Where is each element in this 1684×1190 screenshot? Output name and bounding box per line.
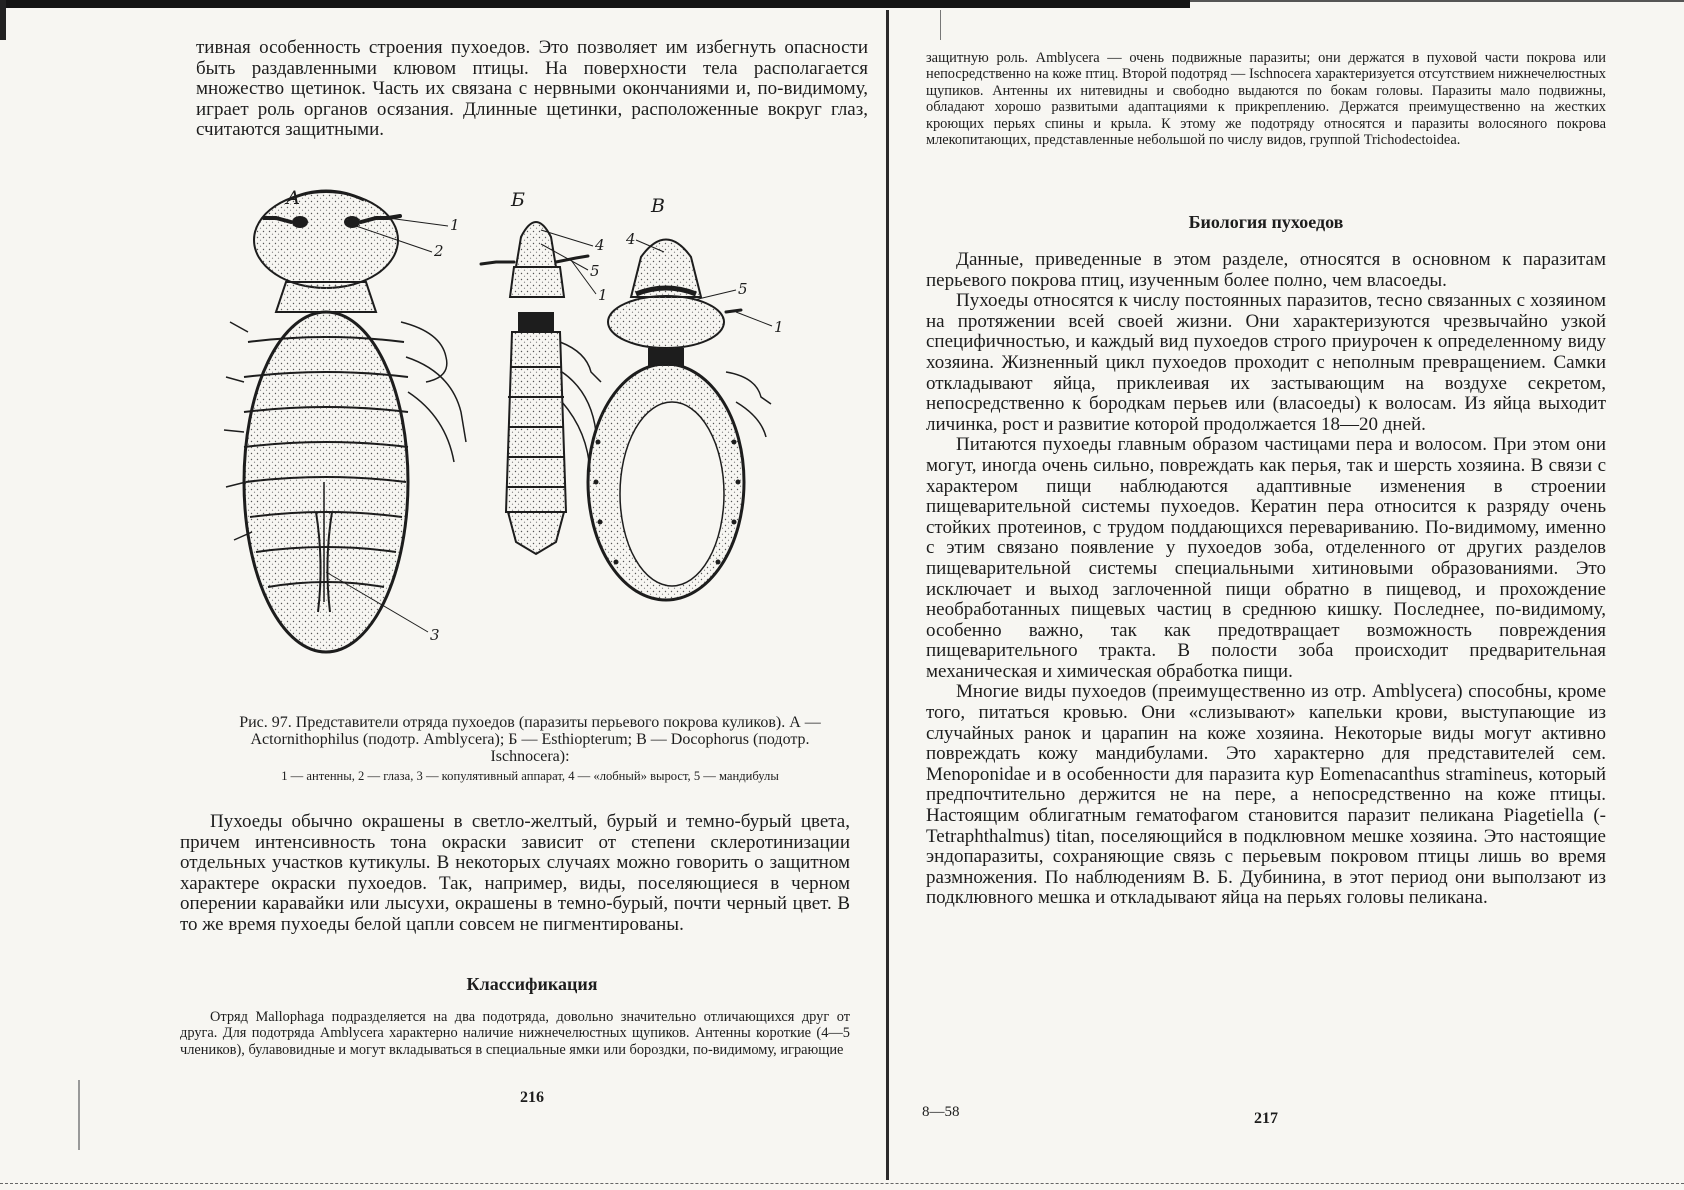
book-gutter xyxy=(886,10,889,1180)
right-paragraph-top: защитную роль. Amblycera — очень подвижные паразиты; они держатся в пуховой части покрова или непосредственно на коже птиц. Второй подотряд — Ischnocera характеризуется отсутствием нижнечелюстных щупиков. Антенны их нитевидны и свободно выдаются по бокам головы. Паразиты мало подвижны, обладают хорошо развитыми адаптациями к прикреплению. Держатся преимущественно на жестких кроющих перьях спины и крыла. К этому же подотряду относятся и паразиты волосяного покрова млекопитающих, представленные небольшой по числу видов, группой Trichodectoidea. xyxy=(926,50,1606,149)
scan-left-mark xyxy=(0,0,6,40)
biology-text xyxy=(926,250,1606,909)
callout-4c: 4 xyxy=(626,230,636,248)
callout-5c: 5 xyxy=(738,280,748,298)
callout-2: 2 xyxy=(434,242,444,260)
scan-top-line xyxy=(1190,0,1684,2)
callout-1b: 1 xyxy=(598,286,608,304)
callout-4b: 4 xyxy=(595,236,605,254)
figure-caption xyxy=(220,714,840,783)
caption-legend: 1 — антенны, 2 — глаза, 3 — копулятивный аппарат, 4 — «лобный» вырост, 5 — мандибулы xyxy=(281,769,779,783)
gutter-mark xyxy=(940,10,941,40)
callout-3: 3 xyxy=(430,626,440,644)
biology-paragraph: Многие виды пухоедов (преимущественно из отр. Amblycera) способны, кроме того, питаться кровью. Они «слизывают» капельки крови, выступающие из случайных ранок и царапин на коже хозяина. Некоторые виды могут активно повреждать кожу мандибулами. Это характерно для представителей сем. Menoponidae и в особенности для паразита кур Eomenacanthus stramineus, который предпочтительно держится не на пере, а непосредственно на коже птицы. Настоящим облигатным гематофагом становится паразит пеликана Piagetiella (-Tetraphthalmus) titan, поселяющийся в подклювном мешке хозяина. Это настоящие эндопаразиты, сохраняющие связь с перьевым покровом птицы лишь во время размножения. По наблюдениям В. Б. Дубинина, в этот период они выползают из подклювного мешка и откладывают яйца на перьях головы пеликана. xyxy=(926,681,1606,909)
scan-top-bar xyxy=(0,0,1190,8)
left-paragraph-color: Пухоеды обычно окрашены в светло-желтый, бурый и темно-бурый цвета, причем интенсивность тона окраски зависит от степени склеротинизации отдельных участков кутикулы. В некоторых случаях можно говорить о защитном характере окраски пухоедов. Так, например, виды, поселяющиеся в черном оперении каравайки или лысухи, окрашены в темно-бурый, почти черный цвет. В то же время пухоеды белой цапли совсем не пигментированы. xyxy=(180,811,850,935)
louse-b-drawing xyxy=(481,222,601,554)
heading-biology: Биология пухоедов xyxy=(1188,212,1344,232)
lice-figure xyxy=(196,182,868,707)
left-paragraph-top: тивная особенность строения пухоедов. Это позволяет им избегнуть опасности быть раздавленными клювом птицы. На поверхности тела располагается множество щетинок. Часть их связана с нервными окончаниями и, по-видимому, играет роль органов осязания. Длинные щетинки, расположенные вокруг глаз, считаются защитными. xyxy=(196,37,868,141)
left-paragraph-classification: Отряд Mallophaga подразделяется на два подотряда, довольно значительно отличающихся друг от друга. Для подотряда Amblycera характерно наличие нижнечелюстных щупиков. Антенны короткие (4—5 члеников), булавовидные и могут вкладываться в специальные ямки или бороздки, по-видимому, играющие xyxy=(180,1009,850,1058)
printer-signature: 8—58 xyxy=(922,1104,960,1120)
page-number-right: 217 xyxy=(1254,1110,1278,1127)
label-a: А xyxy=(286,187,301,209)
page-number-left: 216 xyxy=(520,1089,544,1106)
callout-1a: 1 xyxy=(450,216,460,234)
biology-paragraph: Питаются пухоеды главным образом частицами пера и волосом. При этом они могут, иногда очень сильно, повреждать как перья, так и шерсть хозяина. В связи с характером пищи наблюдаются адаптивные изменения в строении пищеварительной системы пухоедов. Кератин пера относится к разряду очень стойких протеинов, с трудом поддающихся перевариванию. По-видимому, именно с этим связано появление у пухоедов зоба, отделенного от других разделов пищеварительной системы специальными хитиновыми образованиями. Это исключает и выход заглоченной пищи обратно в пищевод, и прохождение необработанных пищевых частиц в среднюю кишку. Последнее, по-видимому, особенно важно, так как предотвращает возможность повреждения пищеварительного тракта. В полости зоба происходит предварительная механическая и химическая обработка пищи. xyxy=(926,434,1606,682)
biology-paragraph: Данные, приведенные в этом разделе, относятся в основном к паразитам перьевого покрова птиц, изученным более полно, чем власоеды. xyxy=(926,249,1606,291)
biology-paragraph: Пухоеды относятся к числу постоянных паразитов, тесно связанных с хозяином на протяжении всей своей жизни. Они характеризуются чрезвычайно узкой специфичностью, и каждый вид пухоедов строго приурочен к определенному виду хозяина. Жизненный цикл пухоедов проходит с неполным превращением. Самки откладывают яйца, приклеивая их застывающим на воздухе секретом, непосредственно к бородкам перьев или (власоеды) к волосам. Из яйца выходит личинка, рост и развитие которой продолжается 18—20 дней. xyxy=(926,290,1606,435)
label-c: В xyxy=(651,195,665,217)
lice-illustration xyxy=(196,182,868,707)
heading-classification: Классификация xyxy=(466,974,598,994)
callout-1c: 1 xyxy=(774,318,784,336)
callout-5b: 5 xyxy=(590,262,600,280)
scan-bottom-line xyxy=(0,1183,1684,1184)
label-b: Б xyxy=(511,189,525,211)
scan-edge-mark xyxy=(78,1080,80,1150)
caption-main: Рис. 97. Представители отряда пухоедов (паразиты перьевого покрова куликов). А — Actornithophilus (подотр. Amblycera); Б — Esthiopterum; В — Docophorus (подотр. Ischnocera): xyxy=(239,714,821,765)
